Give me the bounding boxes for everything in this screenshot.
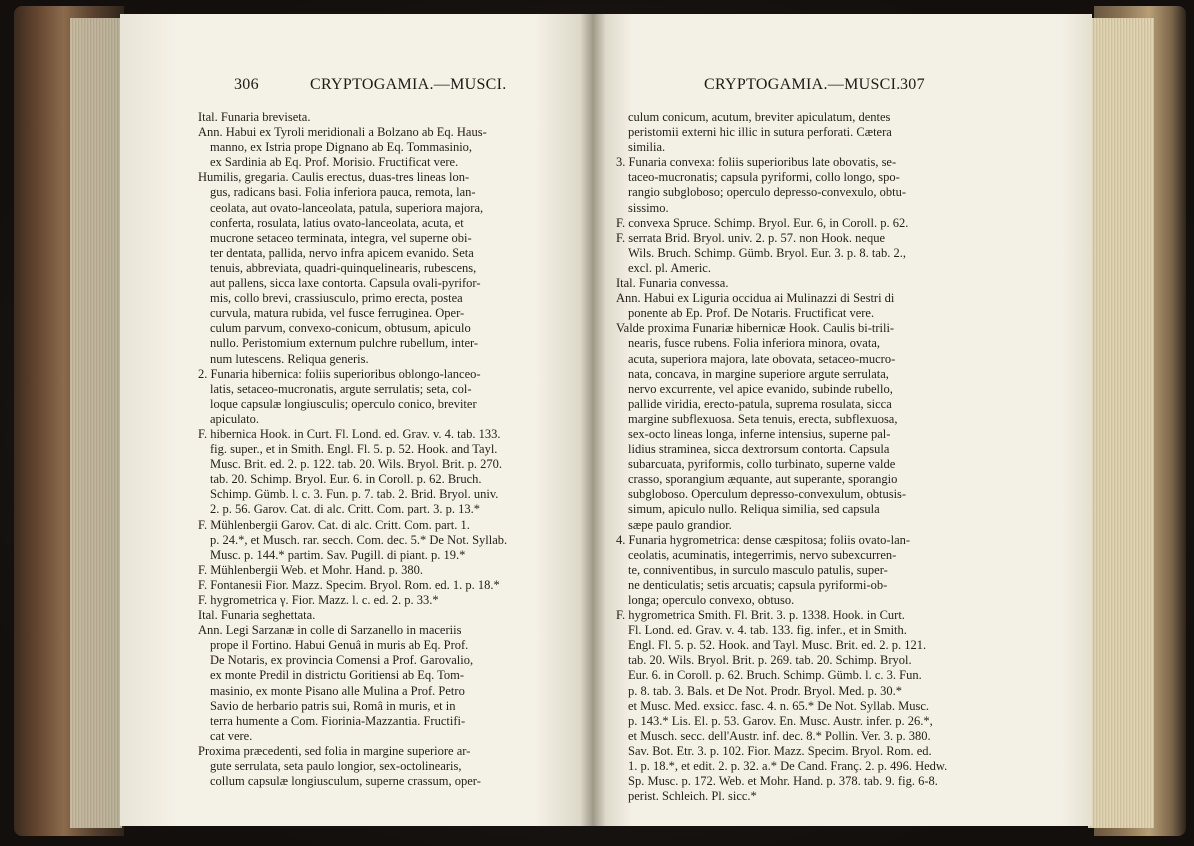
text-line: cat vere. bbox=[210, 728, 253, 743]
text-line: Proxima præcedenti, sed folia in margine superiore ar- bbox=[198, 743, 471, 758]
text-line: F. Fontanesii Fior. Mazz. Specim. Bryol. Rom. ed. 1. p. 18.* bbox=[198, 577, 500, 592]
text-line: nervo excurrente, vel apice evanido, subinde rubello, bbox=[628, 381, 893, 396]
text-line: Sav. Bot. Etr. 3. p. 102. Fior. Mazz. Specim. Bryol. Rom. ed. bbox=[628, 743, 932, 758]
text-line: F. hygrometrica Smith. Fl. Brit. 3. p. 1338. Hook. in Curt. bbox=[616, 608, 905, 623]
text-line: perist. Schleich. Pl. sicc.* bbox=[628, 789, 757, 804]
text-line: aut pallens, sicca laxe contorta. Capsula ovali-pyrifor- bbox=[210, 276, 481, 291]
text-line: F. convexa Spruce. Schimp. Bryol. Eur. 6, in Coroll. p. 62. bbox=[616, 215, 909, 230]
text-line: Ital. Funaria seghettata. bbox=[198, 608, 316, 623]
text-line: Ital. Funaria breviseta. bbox=[198, 110, 311, 124]
text-line: manno, ex Istria prope Dignano ab Eq. Tommasinio, bbox=[210, 140, 473, 155]
text-line: ceolata, aut ovato-lanceolata, patula, superiora majora, bbox=[210, 200, 484, 215]
right-page bbox=[592, 14, 1092, 826]
text-line: culum parvum, convexo-conicum, obtusum, apiculo bbox=[210, 321, 471, 336]
text-line: ceolatis, acuminatis, integerrimis, nervo subexcurren- bbox=[628, 547, 897, 562]
text-line: pallide viridia, erecto-patula, suprema rosulata, sicca bbox=[628, 396, 892, 411]
text-line: mucrone setaceo terminata, integra, vel superne obi- bbox=[210, 230, 472, 245]
text-line: ponente ab Ep. Prof. De Notaris. Fructificat vere. bbox=[628, 306, 875, 321]
text-line: longa; operculo convexo, obtuso. bbox=[628, 593, 795, 607]
text-line: 4. Funaria hygrometrica: dense cæspitosa; foliis ovato-lan- bbox=[616, 532, 911, 547]
running-head: CRYPTOGAMIA.—MUSCI. bbox=[310, 76, 507, 93]
text-line: et Musc. Med. exsicc. fasc. 4. n. 65.* De Not. Syllab. Musc. bbox=[628, 698, 929, 713]
running-head: CRYPTOGAMIA.—MUSCI. bbox=[704, 76, 901, 93]
text-line: subarcuata, pyriformis, collo turbinato, superne valde bbox=[628, 457, 896, 472]
text-line: F. hygrometrica γ. Fior. Mazz. l. c. ed. 2. p. 33.* bbox=[198, 593, 439, 607]
text-line: 2. Funaria hibernica: foliis superioribus oblongo-lanceo- bbox=[198, 366, 481, 381]
text-line: terra humente a Com. Fiorinia-Mazzantia. Fructifi- bbox=[210, 713, 466, 728]
text-line: excl. pl. Americ. bbox=[628, 260, 711, 275]
text-line: sex-octo lineas longa, inferne intensius, superne pal- bbox=[628, 426, 891, 441]
text-line: crasso, sporangium æquante, aut superante, sporangio bbox=[628, 472, 898, 487]
left-page-text bbox=[198, 110, 560, 789]
text-line: et Musch. secc. dell'Austr. inf. dec. 8.* Pollin. Ver. 3. p. 380. bbox=[628, 728, 931, 743]
text-line: Ann. Habui ex Liguria occidua ai Mulinazzi di Sestri di bbox=[616, 291, 895, 306]
text-line: Valde proxima Funariæ hibernicæ Hook. Caulis bi-trili- bbox=[616, 321, 895, 336]
text-line: te, conniventibus, in surculo masculo patulis, super- bbox=[628, 562, 888, 577]
text-line: ex Sardinia ab Eq. Prof. Morisio. Fructificat vere. bbox=[210, 155, 459, 170]
text-line: De Notaris, ex provincia Comensi a Prof. Garovalio, bbox=[210, 653, 474, 668]
text-line: Schimp. Gümb. l. c. 3. Fun. p. 7. tab. 2. Brid. Bryol. univ. bbox=[210, 487, 499, 502]
text-line: peristomii externi hic illic in sutura perforati. Cætera bbox=[628, 125, 892, 140]
page-number: 307 bbox=[900, 76, 925, 93]
text-line: F. Mühlenbergii Web. et Mohr. Hand. p. 380. bbox=[198, 562, 423, 577]
text-line: Ann. Habui ex Tyroli meridionali a Bolzano ab Eq. Haus- bbox=[198, 125, 487, 140]
text-line: fig. super., et in Smith. Engl. Fl. 5. p. 52. Hook. and Tayl. bbox=[210, 442, 498, 457]
text-line: nata, concava, in margine superiore argute serrulata, bbox=[628, 366, 889, 381]
text-line: subgloboso. Operculum depresso-convexulum, obtusis- bbox=[628, 487, 907, 502]
text-line: Wils. Bruch. Schimp. Gümb. Bryol. Eur. 3. p. 8. tab. 2., bbox=[628, 245, 906, 260]
text-line: Ann. Legi Sarzanæ in colle di Sarzanello in maceriis bbox=[198, 623, 462, 638]
text-line: ex monte Predil in districtu Goritiensi ab Eq. Tom- bbox=[210, 668, 465, 683]
text-line: taceo-mucronatis; capsula pyriformi, collo longo, spo- bbox=[628, 170, 900, 185]
text-line: sissimo. bbox=[628, 200, 669, 215]
text-line: nearis, fusce rubens. Folia inferiora minora, ovata, bbox=[628, 336, 880, 351]
text-line: ter dentata, pallida, nervo infra apicem evanido. Seta bbox=[210, 245, 474, 260]
text-line: loque capsulæ longiusculis; operculo conico, breviter bbox=[210, 396, 477, 411]
text-line: latis, setaceo-mucronatis, argute serrulatis; seta, col- bbox=[210, 381, 472, 396]
text-line: conferta, rosulata, latius ovato-lanceolata, acuta, et bbox=[210, 215, 464, 230]
text-line: p. 8. tab. 3. Bals. et De Not. Prodr. Bryol. Med. p. 30.* bbox=[628, 683, 902, 698]
text-line: collum capsulæ longiusculum, superne crassum, oper- bbox=[210, 774, 481, 789]
text-line: F. serrata Brid. Bryol. univ. 2. p. 57. non Hook. neque bbox=[616, 230, 885, 245]
text-line: lidius straminea, sicca dextrorsum contorta. Capsula bbox=[628, 442, 890, 457]
text-line: culum conicum, acutum, breviter apiculatum, dentes bbox=[628, 110, 891, 124]
text-line: F. Mühlenbergii Garov. Cat. di alc. Critt. Com. part. 1. bbox=[198, 517, 470, 532]
text-line: 3. Funaria convexa: foliis superioribus late obovatis, se- bbox=[616, 155, 897, 170]
text-line: masinio, ex monte Pisano alle Mulina a Prof. Petro bbox=[210, 683, 465, 698]
page-number: 306 bbox=[234, 76, 259, 93]
text-line: mis, collo brevi, crassiusculo, primo erecta, postea bbox=[210, 291, 463, 306]
text-line: Fl. Lond. ed. Grav. v. 4. tab. 133. fig. infer., et in Smith. bbox=[628, 623, 907, 638]
text-line: num lutescens. Reliqua generis. bbox=[210, 351, 369, 366]
text-line: p. 24.*, et Musch. rar. secch. Com. dec. 5.* De Not. Syllab. bbox=[210, 532, 508, 547]
text-line: ne denticulatis; setis arcuatis; capsula pyriformi-ob- bbox=[628, 577, 888, 592]
text-line: rangio subgloboso; operculo depresso-convexulo, obtu- bbox=[628, 185, 907, 200]
text-line: apiculato. bbox=[210, 411, 259, 426]
text-line: gus, radicans basi. Folia inferiora pauca, remota, lan- bbox=[210, 185, 476, 200]
text-line: p. 143.* Lis. El. p. 53. Garov. En. Musc. Austr. infer. p. 26.*, bbox=[628, 713, 933, 728]
text-line: Savio de herbario patris sui, Româ in muris, et in bbox=[210, 698, 456, 713]
book-gutter bbox=[580, 14, 606, 826]
text-line: Humilis, gregaria. Caulis erectus, duas-tres lineas lon- bbox=[198, 170, 470, 185]
text-line: similia. bbox=[628, 140, 666, 155]
right-page-edges bbox=[1088, 18, 1154, 828]
text-line: F. hibernica Hook. in Curt. Fl. Lond. ed. Grav. v. 4. tab. 133. bbox=[198, 426, 501, 441]
text-line: simum, apiculo nullo. Reliqua similia, sed capsula bbox=[628, 502, 880, 517]
text-line: tab. 20. Wils. Bryol. Brit. p. 269. tab. 20. Schimp. Bryol. bbox=[628, 653, 912, 668]
text-line: tab. 20. Schimp. Bryol. Eur. 6. in Coroll. p. 62. Bruch. bbox=[210, 472, 482, 487]
text-line: margine subflexuosa. Seta tenuis, erecta, subflexuosa, bbox=[628, 411, 898, 426]
left-page bbox=[120, 14, 592, 826]
text-line: Musc. p. 144.* partim. Sav. Pugill. di piant. p. 19.* bbox=[210, 547, 466, 562]
text-line: Eur. 6. in Coroll. p. 62. Bruch. Schimp. Gümb. l. c. 3. Fun. bbox=[628, 668, 922, 683]
text-line: curvula, matura rubida, vel fusce ferruginea. Oper- bbox=[210, 306, 465, 321]
text-line: acuta, superiora majora, late obovata, setaceo-mucro- bbox=[628, 351, 896, 366]
text-line: Engl. Fl. 5. p. 52. Hook. and Tayl. Musc. Brit. ed. 2. p. 121. bbox=[628, 638, 927, 653]
left-page-edges bbox=[70, 18, 122, 828]
text-line: nullo. Peristomium externum pulchre rubellum, inter- bbox=[210, 336, 479, 351]
right-page-text bbox=[616, 110, 984, 804]
text-line: prope il Fortino. Habui Genuâ in muris ab Eq. Prof. bbox=[210, 638, 469, 653]
text-line: Ital. Funaria convessa. bbox=[616, 276, 729, 291]
text-line: tenuis, abbreviata, quadri-quinquelinearis, rubescens, bbox=[210, 260, 477, 275]
text-line: Musc. Brit. ed. 2. p. 122. tab. 20. Wils. Bryol. Brit. p. 270. bbox=[210, 457, 502, 472]
text-line: sæpe paulo grandior. bbox=[628, 517, 732, 532]
text-line: 2. p. 56. Garov. Cat. di alc. Critt. Com. part. 3. p. 13.* bbox=[210, 502, 480, 517]
text-line: gute serrulata, seta paulo longior, sex-octolinearis, bbox=[210, 759, 462, 774]
text-line: Sp. Musc. p. 172. Web. et Mohr. Hand. p. 378. tab. 9. fig. 6-8. bbox=[628, 774, 938, 789]
text-line: 1. p. 18.*, et edit. 2. p. 32. a.* De Cand. Franç. 2. p. 496. Hedw. bbox=[628, 759, 948, 774]
